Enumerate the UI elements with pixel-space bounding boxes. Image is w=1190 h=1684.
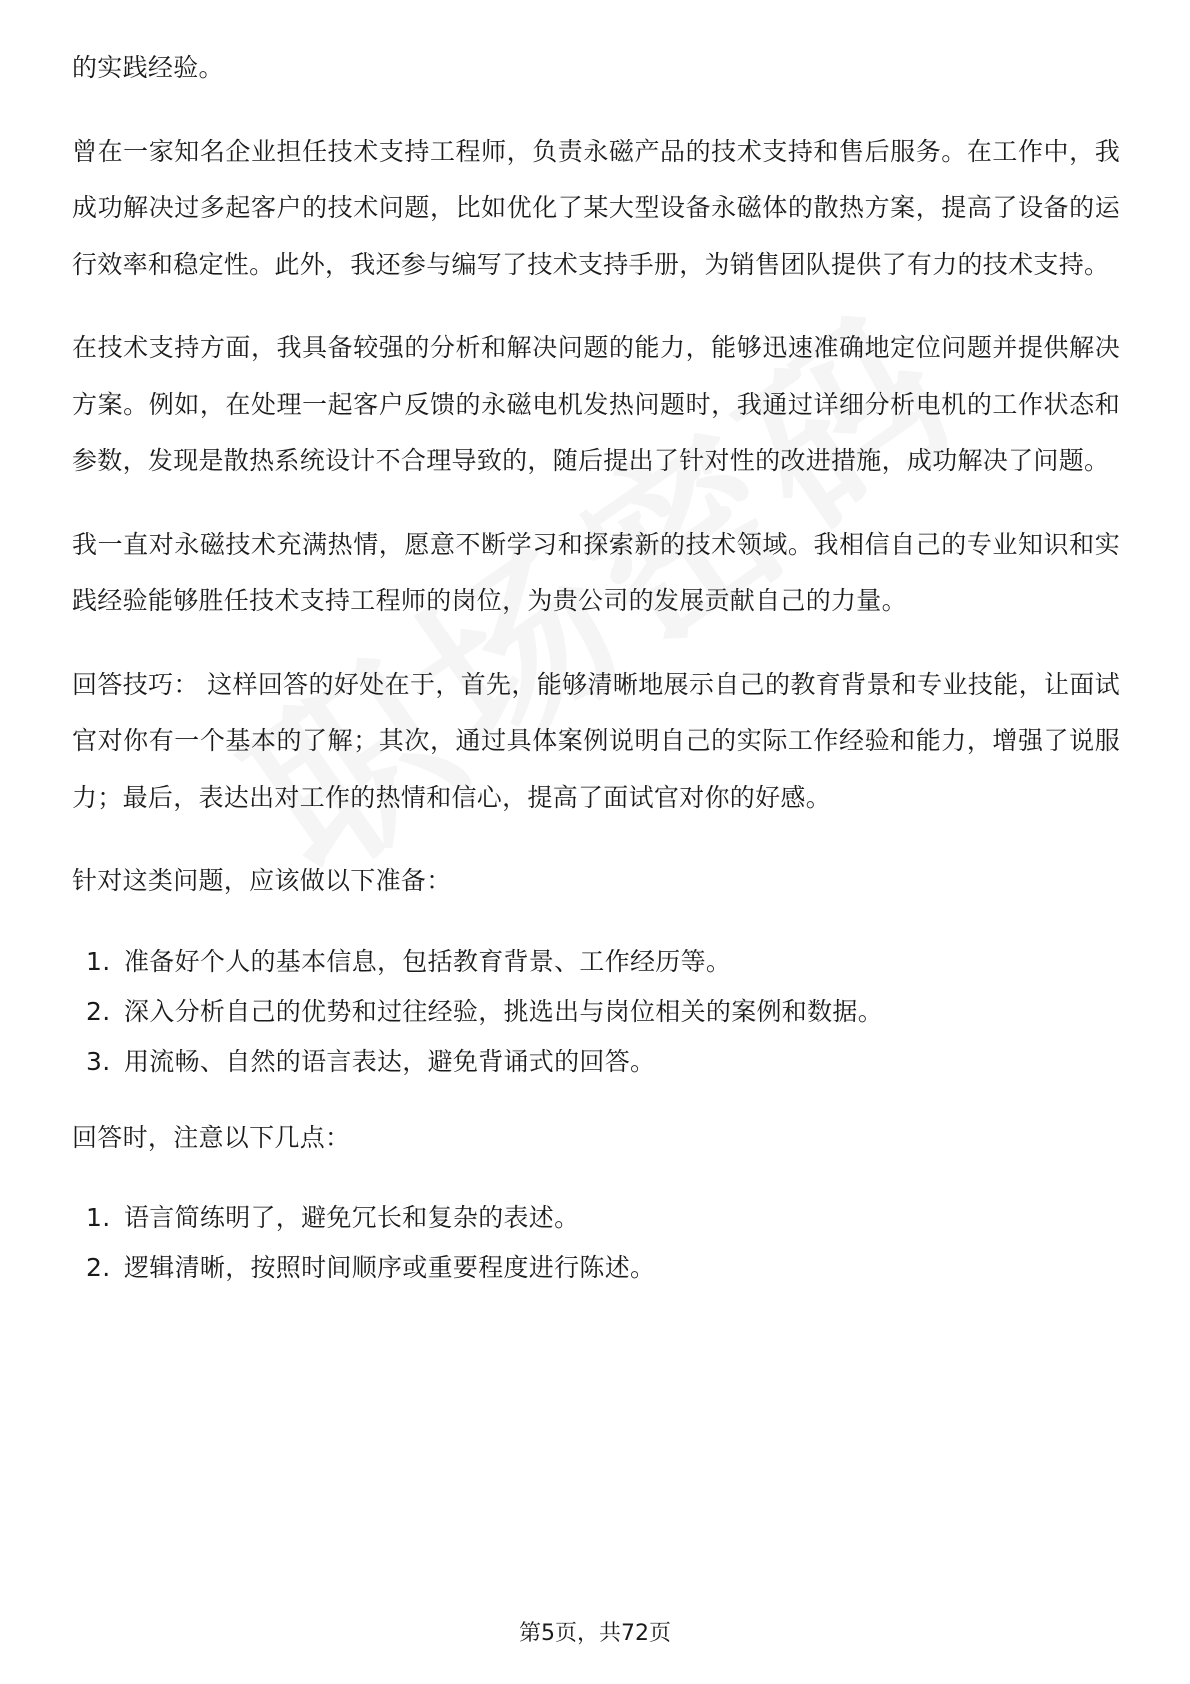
paragraph-tech-support: 在技术支持方面，我具备较强的分析和解决问题的能力，能够迅速准确地定位问题并提供解决方案。例如，在处理一起客户反馈的永磁电机发热问题时，我通过详细分析电机的工作状态和参数，发现是散热系统设计不合理导致的，随后提出了针对性的改进措施，成功解决了问题。	[72, 333, 1120, 475]
list-number: 1.	[86, 1203, 111, 1232]
list-text: 准备好个人的基本信息，包括教育背景、工作经历等。	[124, 946, 732, 976]
prep-list	[72, 937, 1120, 1087]
document-page	[72, 40, 1120, 1316]
list-number: 2.	[86, 1253, 111, 1282]
list-item	[72, 987, 1120, 1037]
page-footer: 第5页，共72页	[519, 1621, 671, 1646]
list-item	[72, 937, 1120, 987]
paragraph-intro-tail: 的实践经验。	[72, 53, 224, 82]
paragraph-answer-tips: 回答技巧： 这样回答的好处在于，首先，能够清晰地展示自己的教育背景和专业技能，让面试官对你有一个基本的了解；其次，通过具体案例说明自己的实际工作经验和能力，增强了说服力；最后，表达出对工作的热情和信心，提高了面试官对你的好感。	[72, 669, 1120, 812]
list-item	[72, 1243, 1120, 1293]
list-text: 语言简练明了，避免冗长和复杂的表述。	[124, 1203, 580, 1232]
paragraph-prep-heading: 针对这类问题，应该做以下准备：	[72, 866, 452, 895]
paragraph-work-experience: 曾在一家知名企业担任技术支持工程师，负责永磁产品的技术支持和售后服务。在工作中，我成功解决过多起客户的技术问题，比如优化了某大型设备永磁体的散热方案，提高了设备的运行效率和稳定性。此外，我还参与编写了技术支持手册，为销售团队提供了有力的技术支持。	[72, 136, 1120, 279]
list-text: 深入分析自己的优势和过往经验，挑选出与岗位相关的案例和数据。	[124, 996, 884, 1026]
list-item	[72, 1037, 1120, 1087]
list-item	[72, 1193, 1120, 1243]
list-text: 用流畅、自然的语言表达，避免背诵式的回答。	[124, 1046, 656, 1076]
list-number: 3.	[86, 1046, 111, 1076]
paragraph-answer-heading: 回答时，注意以下几点：	[72, 1122, 351, 1152]
list-number: 1.	[86, 946, 111, 976]
paragraph-passion: 我一直对永磁技术充满热情，愿意不断学习和探索新的技术领域。我相信自己的专业知识和实践经验能够胜任技术支持工程师的岗位，为贵公司的发展贡献自己的力量。	[72, 529, 1120, 615]
answer-list	[72, 1193, 1120, 1293]
list-number: 2.	[86, 996, 111, 1026]
list-text: 逻辑清晰，按照时间顺序或重要程度进行陈述。	[124, 1253, 656, 1282]
